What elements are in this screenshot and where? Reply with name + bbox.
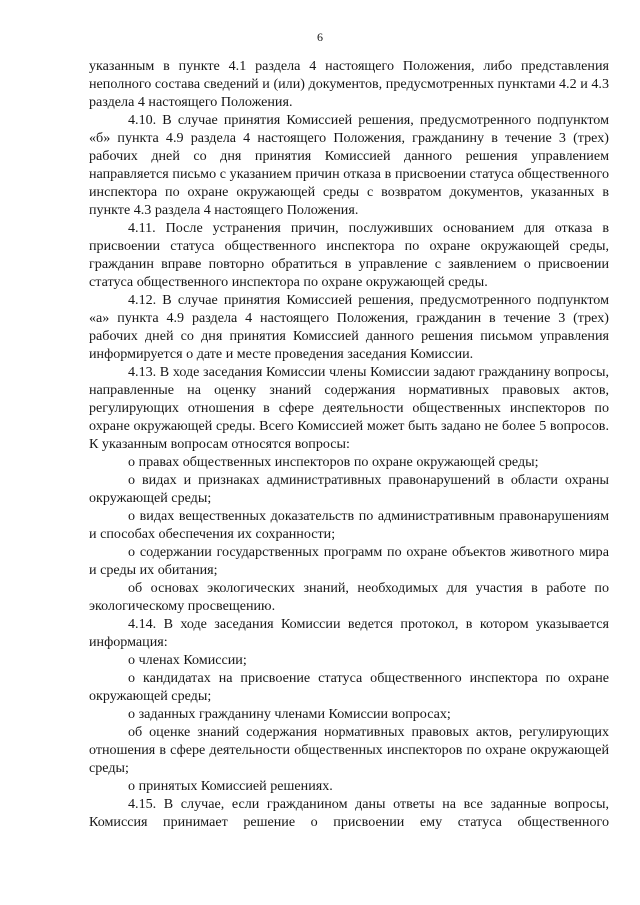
paragraph: 4.14. В ходе заседания Комиссии ведется протокол, в котором указывается информация: — [89, 616, 609, 650]
paragraph: о членах Комиссии; — [128, 652, 247, 668]
document-body — [89, 57, 609, 831]
paragraph: о кандидатах на присвоение статуса общественного инспектора по охране окружающей среды; — [89, 670, 609, 704]
paragraph: о принятых Комиссией решениях. — [128, 778, 333, 794]
paragraph: 4.13. В ходе заседания Комиссии члены Комиссии задают гражданину вопросы, направленные на оценку знаний содержания нормативных правовых актов, регулирующих отношения в сфере деятельности общественных инспекторов по охране окружающей среды. Всего Комиссией может быть задано не более 5 вопросов. К указанным вопросам относятся вопросы: — [89, 364, 609, 452]
paragraph: о видах и признаках административных правонарушений в области охраны окружающей среды; — [89, 472, 609, 506]
paragraph: 4.11. После устранения причин, послуживших основанием для отказа в присвоении статуса общественного инспектора по охране окружающей среды, гражданин вправе повторно обратиться в управление с заявлением о присвоении статуса общественного инспектора по охране окружающей среды. — [89, 220, 609, 290]
paragraph: о правах общественных инспекторов по охране окружающей среды; — [128, 454, 539, 470]
paragraph: 4.10. В случае принятия Комиссией решения, предусмотренного подпунктом «б» пункта 4.9 раздела 4 настоящего Положения, гражданину в течение 3 (трех) рабочих дней со дня принятия Комиссией данного решения управлением направляется письмо с указанием причин отказа в присвоении статуса общественного инспектора по охране окружающей среды с возвратом документов, указанных в пункте 4.3 раздела 4 настоящего Положения. — [89, 112, 609, 218]
paragraph: указанным в пункте 4.1 раздела 4 настоящего Положения, либо представления неполного состава сведений и (или) документов, предусмотренных пунктами 4.2 и 4.3 раздела 4 настоящего Положения. — [89, 58, 609, 110]
page-number: 6 — [317, 30, 323, 44]
paragraph: о содержании государственных программ по охране объектов животного мира и среды их обитания; — [89, 544, 609, 578]
paragraph: 4.15. В случае, если гражданином даны ответы на все заданные вопросы, Комиссия принимает решение о присвоении ему статуса общественного — [89, 796, 609, 830]
paragraph: об основах экологических знаний, необходимых для участия в работе по экологическому просвещению. — [89, 580, 609, 614]
paragraph: 4.12. В случае принятия Комиссией решения, предусмотренного подпунктом «а» пункта 4.9 раздела 4 настоящего Положения, гражданин в течение 3 (трех) рабочих дней со дня принятия Комиссией данного решения письмом управления информируется о дате и месте проведения заседания Комиссии. — [89, 292, 609, 362]
paragraph: о видах вещественных доказательств по административным правонарушениям и способах обеспечения их сохранности; — [89, 508, 609, 542]
paragraph: о заданных гражданину членами Комиссии вопросах; — [128, 706, 451, 722]
paragraph: об оценке знаний содержания нормативных правовых актов, регулирующих отношения в сфере деятельности общественных инспекторов по охране окружающей среды; — [89, 724, 609, 776]
